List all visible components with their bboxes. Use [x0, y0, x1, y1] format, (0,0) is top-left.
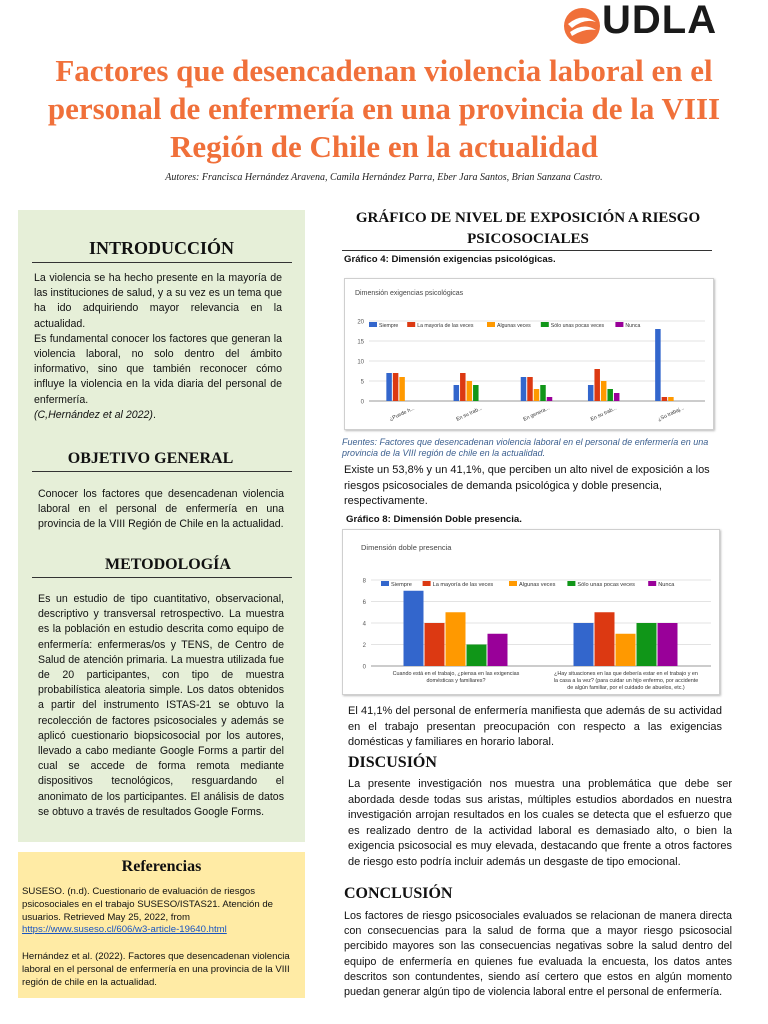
bar-3-1: [594, 369, 600, 401]
category-label-0: ¿Puede h...: [388, 405, 416, 423]
y-tick-label-4: 8: [362, 578, 366, 585]
bar-1-4: [658, 623, 678, 666]
reference-2: Hernández et al. (2022). Factores que desencadenan violencia laboral en el personal de enfermería en una provincia de la VIII región de chile en la actualidad.: [22, 951, 290, 988]
category-label-1: En su trab...: [455, 405, 484, 423]
grafico-section-heading: GRÁFICO DE NIVEL DE EXPOSICIÓN A RIESGO PSICOSOCIALES: [355, 210, 701, 247]
bar-0-0: [386, 373, 392, 401]
legend-label-2: Algunas veces: [519, 582, 556, 588]
legend-label-4: Nunca: [625, 323, 641, 329]
category-label-3: En su trab...: [589, 405, 618, 423]
bar-2-4: [547, 397, 553, 401]
y-tick-label-4: 20: [357, 319, 364, 326]
bar-2-1: [527, 377, 533, 401]
category-label-4: ¿Su trabaj...: [656, 405, 686, 423]
metodologia-heading: METODOLOGÍA: [105, 556, 231, 573]
authors-line: Autores: Francisca Hernández Aravena, Camila Hernández Parra, Eber Jara Santos, Brian Sanzana Castro.: [165, 172, 603, 183]
bar-1-2: [616, 634, 636, 666]
poster-title: Factores que desencadenan violencia laboral en el personal de enfermería en una provincia de la VIII Región de Chile en la actualidad: [47, 53, 721, 164]
metodologia-text: Es un estudio de tipo cuantitativo, observacional, descriptivo y transversal retrospectivo. La muestra es la población en estudio descrita como equipo de enfermería: enfermeras/os y TENS, de Centro de Salud de atención primaria. La muestra utilizada fue de 20 participantes, con tipo de muestra probabilística aleatoria simple. Los datos obtenidos a partir del instrumento ISTAS-21 se obtuvo la recolección de factores psicosociales y además se aplicó cuestionario biopsicosocial por los autores, llevado a cabo mediante Google Forms a partir del cual se accede de forma remota mediante dispositivos tecnológicos, resguardando el anonimato de los participantes. El análisis de datos se obtuvo a través de resultados Google Forms.: [38, 593, 284, 818]
introduccion-heading: INTRODUCCIÓN: [88, 238, 234, 258]
objetivo-underline: [32, 471, 292, 472]
legend-label-1: La mayoría de las veces: [417, 323, 474, 329]
referencias-text: [22, 886, 300, 990]
introduccion-underline: [32, 262, 292, 263]
y-tick-label-2: 4: [362, 621, 366, 628]
bar-1-2: [467, 381, 473, 401]
legend-label-0: Siempre: [391, 582, 412, 588]
bar-2-2: [534, 389, 540, 401]
result-text-1: Existe un 53,8% y un 41,1%, que perciben un alto nivel de exposición a los riesgos psicosociales de demanda psicológica y doble presencia, respectivamente.: [344, 464, 710, 507]
legend-label-4: Nunca: [658, 582, 675, 588]
bar-1-1: [595, 612, 615, 666]
reference-1: SUSESO. (n.d). Cuestionario de evaluación de riesgos psicosociales en el trabajo SUSESO/ISTAS21. Atención de usuarios. Retrieved May 25, 2022, from: [22, 886, 273, 923]
bar-3-2: [601, 381, 607, 401]
legend-swatch-4: [615, 322, 623, 327]
legend-swatch-4: [648, 581, 656, 586]
chart-exigencias: [344, 278, 714, 430]
y-tick-label-3: 15: [357, 339, 364, 346]
legend-label-2: Algunas veces: [497, 323, 531, 329]
bar-3-4: [614, 393, 620, 401]
introduccion-p1: La violencia se ha hecho presente en la mayoría de las instituciones de salud, y a su vez es un tema que ha ido adquiriendo mayor relevancia en la actualidad.: [34, 272, 282, 330]
discusion-heading: DISCUSIÓN: [348, 754, 437, 771]
legend-swatch-1: [407, 322, 415, 327]
bar-0-1: [393, 373, 399, 401]
bar-1-0: [574, 623, 594, 666]
chart-exigencias-svg: [345, 279, 715, 431]
bar-1-3: [473, 385, 479, 401]
y-tick-label-0: 0: [362, 664, 366, 671]
bar-4-1: [662, 397, 668, 401]
bar-0-4: [488, 634, 508, 666]
chart-doble-presencia: [342, 529, 720, 695]
legend-label-3: Sólo unas pocas veces: [577, 582, 635, 588]
bar-1-3: [637, 623, 657, 666]
objetivo-heading: OBJETIVO GENERAL: [67, 450, 234, 467]
bar-0-2: [399, 377, 405, 401]
legend-label-3: Sólo unas pocas veces: [550, 323, 605, 329]
figure-4-label: Gráfico 4: Dimensión exigencias psicológicas.: [344, 254, 556, 265]
bar-2-3: [540, 385, 546, 401]
legend-swatch-3: [541, 322, 549, 327]
category-label-2: En genera...: [522, 405, 551, 423]
y-tick-label-2: 10: [357, 359, 364, 366]
referencias-panel: [18, 852, 305, 998]
bar-0-0: [404, 591, 424, 666]
introduccion-text: La violencia se ha hecho presente en la mayoría de las instituciones de salud, y a su vez es un tema que ha ido adquiriendo mayor relevancia en la actualidad. Es fundamental conocer los factores que generan la violencia laboral, no solo dentro del ámbito informativo, sino que también reconocer cómo influye la violencia en la vida diaria del personal de enfermería. (C,Hernández et al 2022).: [34, 272, 282, 421]
bar-3-3: [607, 389, 613, 401]
objetivo-text: Conocer los factores que desencadenan violencia laboral en el personal de enfermería en una provincia de la VIII Región de Chile en la actualidad.: [38, 488, 284, 531]
legend-swatch-0: [381, 581, 389, 586]
chart-source-note: Fuentes: Factores que desencadenan violencia laboral en el personal de enfermería en una provincia de la VIII región de chile en la actualidad.: [342, 437, 709, 458]
bar-4-2: [668, 397, 674, 401]
referencias-heading: Referencias: [121, 858, 202, 875]
reference-1-link[interactable]: https://www.suseso.cl/606/w3-article-19640.html: [22, 924, 227, 936]
grafico-section-underline: [342, 250, 712, 251]
result-text-2: El 41,1% del personal de enfermería manifiesta que además de su actividad en el trabajo presentan preocupación con respecto a las exigencias domésticas y familiares en horario laboral.: [348, 705, 722, 748]
bar-3-0: [588, 385, 594, 401]
legend-label-1: La mayoría de las veces: [432, 582, 494, 588]
bar-2-0: [521, 377, 527, 401]
bar-4-0: [655, 329, 661, 401]
category-label-1-line-0: ¿Hay situaciones en las que debería estar en el trabajo y en: [554, 671, 698, 677]
metodologia-underline: [32, 577, 292, 578]
udla-logo-text: UDLA: [602, 0, 718, 42]
legend-swatch-2: [487, 322, 495, 327]
udla-logo-icon: [562, 4, 602, 48]
legend-label-0: Siempre: [379, 323, 399, 329]
figure-8-label: Gráfico 8: Dimensión Doble presencia.: [346, 514, 522, 525]
legend-swatch-0: [369, 322, 377, 327]
category-label-0-line-1: domésticas y familiares?: [426, 678, 486, 684]
introduccion-cite: (C,Hernández et al 2022): [34, 408, 153, 421]
category-label-1-line-2: de algún familiar, por el cuidado de abuelos, etc.): [567, 685, 685, 691]
category-label-1-line-1: la casa a la vez? (para cuidar un hijo enfermo, por accidente: [553, 678, 699, 684]
bar-0-2: [446, 612, 466, 666]
legend-swatch-1: [423, 581, 431, 586]
y-tick-label-1: 2: [362, 643, 366, 649]
bar-0-1: [425, 623, 445, 666]
introduccion-p2: Es fundamental conocer los factores que generan la violencia laboral, no solo dentro del ámbito informativo, sino que también reconocer cómo influye la violencia en la vida diaria del personal de enfermería.: [34, 332, 282, 406]
category-label-0-line-0: Cuando está en el trabajo, ¿piensa en las exigencias: [392, 671, 520, 677]
conclusion-heading: CONCLUSIÓN: [344, 885, 453, 902]
y-tick-label-0: 0: [360, 399, 364, 406]
udla-logo: [562, 0, 762, 50]
bar-1-1: [460, 373, 466, 401]
chart-title: Dimensión doble presencia: [361, 543, 452, 552]
legend-swatch-3: [567, 581, 575, 586]
chart-doble-presencia-svg: [343, 530, 721, 696]
chart-title: Dimensión exigencias psicológicas: [355, 290, 464, 297]
legend-swatch-2: [509, 581, 517, 586]
y-tick-label-3: 6: [362, 600, 366, 606]
y-tick-label-1: 5: [360, 379, 364, 386]
bar-0-3: [467, 645, 487, 667]
discusion-text: La presente investigación nos muestra una problemática que debe ser abordada desde todas sus aristas, múltiples estudios abordados en nuestra investigación arrojan resultados en los cuales se detecta que el esfuerzo que es realizado dentro de la actividad laboral es demasiado alto, o bien la exigencia psicosocial es muy elevada, destacando que frente a otros factores de riesgo esto podría incluir además un desgaste de tipo emocional.: [348, 778, 732, 868]
bar-1-0: [454, 385, 460, 401]
conclusion-text: Los factores de riesgo psicosociales evaluados se relacionan de manera directa con consecuencias para la salud de forma que a mayor riesgo psicosocial percibido mayores son las consecuencias negativas sobre la salud dentro del equipo de enfermería en quienes fue evaluada la encuesta, los datos antes descritos son contundentes, siendo así certero que estos en algún momento puedan generar algún tipo de violencia laboral entre el personal de enfermería.: [344, 910, 732, 999]
